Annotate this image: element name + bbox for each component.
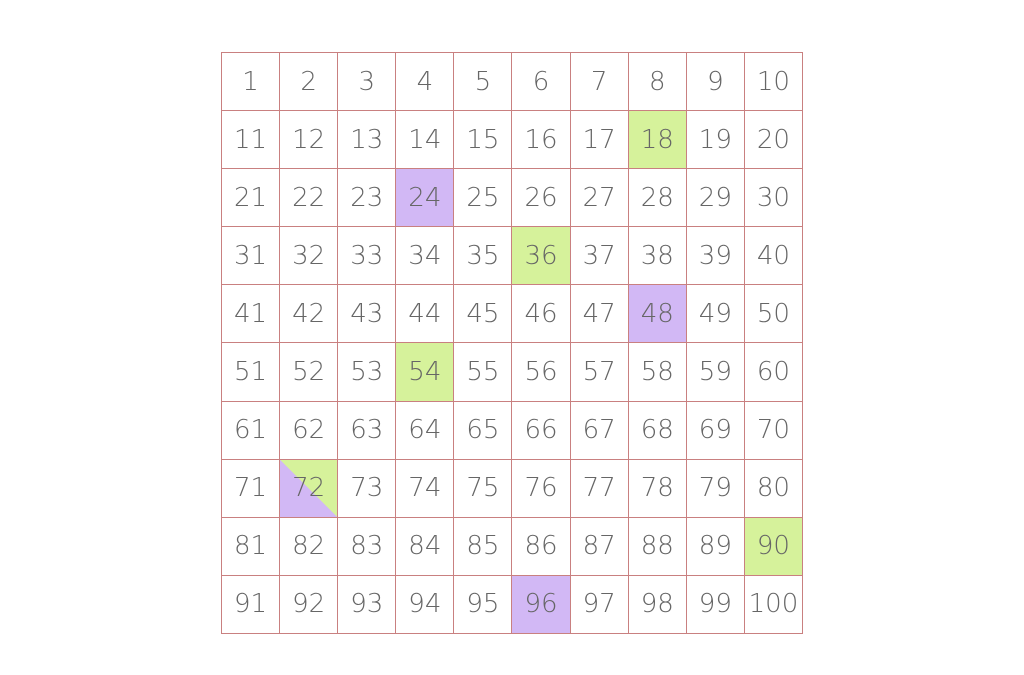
number-cell-97 bbox=[571, 576, 629, 634]
number-label: 82 bbox=[292, 531, 326, 562]
number-label: 68 bbox=[640, 415, 674, 446]
number-cell-10 bbox=[745, 53, 803, 111]
number-label: 25 bbox=[466, 182, 500, 213]
number-label: 72 bbox=[292, 473, 326, 504]
number-cell-58 bbox=[629, 343, 687, 401]
number-label: 26 bbox=[524, 182, 558, 213]
number-cell-28 bbox=[629, 169, 687, 227]
number-label: 84 bbox=[408, 531, 442, 562]
number-cell-73 bbox=[338, 460, 396, 518]
number-cell-12 bbox=[280, 111, 338, 169]
number-cell-95 bbox=[454, 576, 512, 634]
number-label: 1 bbox=[242, 66, 259, 97]
number-cell-34 bbox=[396, 227, 454, 285]
number-label: 9 bbox=[707, 66, 724, 97]
number-label: 100 bbox=[748, 589, 799, 620]
number-cell-82 bbox=[280, 518, 338, 576]
number-cell-35 bbox=[454, 227, 512, 285]
number-label: 66 bbox=[524, 415, 558, 446]
number-cell-51 bbox=[222, 343, 280, 401]
number-label: 55 bbox=[466, 357, 500, 388]
number-cell-49 bbox=[687, 285, 745, 343]
number-label: 11 bbox=[234, 124, 268, 155]
number-label: 95 bbox=[466, 589, 500, 620]
number-label: 51 bbox=[234, 357, 268, 388]
number-cell-23 bbox=[338, 169, 396, 227]
number-cell-69 bbox=[687, 402, 745, 460]
number-cell-94 bbox=[396, 576, 454, 634]
number-label: 71 bbox=[234, 473, 268, 504]
number-label: 42 bbox=[292, 298, 326, 329]
number-label: 91 bbox=[234, 589, 268, 620]
number-label: 7 bbox=[590, 66, 608, 97]
number-label: 53 bbox=[350, 357, 384, 388]
number-cell-39 bbox=[687, 227, 745, 285]
number-label: 18 bbox=[640, 124, 674, 155]
number-label: 78 bbox=[640, 473, 674, 504]
number-label: 35 bbox=[466, 240, 500, 271]
number-label: 73 bbox=[350, 473, 384, 504]
number-label: 67 bbox=[582, 415, 616, 446]
number-cell-36 bbox=[512, 227, 570, 285]
number-cell-99 bbox=[687, 576, 745, 634]
number-cell-64 bbox=[396, 402, 454, 460]
number-label: 45 bbox=[466, 298, 500, 329]
number-label: 16 bbox=[524, 124, 558, 155]
number-cell-37 bbox=[571, 227, 629, 285]
number-cell-100 bbox=[745, 576, 803, 634]
number-cell-19 bbox=[687, 111, 745, 169]
number-label: 12 bbox=[292, 124, 326, 155]
number-label: 24 bbox=[408, 182, 442, 213]
number-cell-40 bbox=[745, 227, 803, 285]
number-cell-17 bbox=[571, 111, 629, 169]
number-cell-91 bbox=[222, 576, 280, 634]
number-cell-6 bbox=[512, 53, 570, 111]
number-cell-14 bbox=[396, 111, 454, 169]
number-cell-9 bbox=[687, 53, 745, 111]
number-label: 19 bbox=[698, 124, 732, 155]
number-label: 76 bbox=[524, 473, 558, 504]
number-label: 80 bbox=[756, 473, 790, 504]
number-cell-15 bbox=[454, 111, 512, 169]
number-label: 57 bbox=[582, 357, 616, 388]
number-cell-5 bbox=[454, 53, 512, 111]
number-cell-96 bbox=[512, 576, 570, 634]
number-label: 62 bbox=[292, 415, 326, 446]
number-cell-86 bbox=[512, 518, 570, 576]
number-cell-24 bbox=[396, 169, 454, 227]
number-label: 89 bbox=[698, 531, 732, 562]
number-cell-71 bbox=[222, 460, 280, 518]
number-cell-25 bbox=[454, 169, 512, 227]
number-label: 64 bbox=[408, 415, 442, 446]
number-cell-27 bbox=[571, 169, 629, 227]
number-cell-13 bbox=[338, 111, 396, 169]
number-cell-67 bbox=[571, 402, 629, 460]
number-cell-55 bbox=[454, 343, 512, 401]
number-label: 61 bbox=[234, 415, 268, 446]
number-label: 97 bbox=[582, 589, 616, 620]
number-label: 81 bbox=[234, 531, 268, 562]
number-cell-43 bbox=[338, 285, 396, 343]
number-label: 74 bbox=[408, 473, 442, 504]
number-cell-2 bbox=[280, 53, 338, 111]
number-label: 86 bbox=[524, 531, 558, 562]
number-cell-21 bbox=[222, 169, 280, 227]
number-cell-44 bbox=[396, 285, 454, 343]
number-label: 20 bbox=[756, 124, 790, 155]
hundred-chart-grid bbox=[221, 52, 803, 634]
number-label: 63 bbox=[350, 415, 384, 446]
number-label: 23 bbox=[350, 182, 384, 213]
number-cell-85 bbox=[454, 518, 512, 576]
number-cell-61 bbox=[222, 402, 280, 460]
number-label: 8 bbox=[648, 66, 666, 97]
number-cell-20 bbox=[745, 111, 803, 169]
number-cell-16 bbox=[512, 111, 570, 169]
number-cell-1 bbox=[222, 53, 280, 111]
number-label: 47 bbox=[582, 298, 616, 329]
number-cell-45 bbox=[454, 285, 512, 343]
number-cell-7 bbox=[571, 53, 629, 111]
number-label: 44 bbox=[408, 298, 442, 329]
number-cell-75 bbox=[454, 460, 512, 518]
number-label: 36 bbox=[524, 240, 558, 271]
number-cell-32 bbox=[280, 227, 338, 285]
number-label: 49 bbox=[698, 298, 732, 329]
number-cell-29 bbox=[687, 169, 745, 227]
number-label: 94 bbox=[408, 589, 442, 620]
number-label: 13 bbox=[350, 124, 384, 155]
number-cell-53 bbox=[338, 343, 396, 401]
number-label: 31 bbox=[234, 240, 268, 271]
number-cell-93 bbox=[338, 576, 396, 634]
number-label: 4 bbox=[416, 66, 434, 97]
number-label: 21 bbox=[234, 182, 268, 213]
number-label: 83 bbox=[350, 531, 384, 562]
number-label: 88 bbox=[640, 531, 674, 562]
number-cell-83 bbox=[338, 518, 396, 576]
number-label: 37 bbox=[582, 240, 616, 271]
number-cell-8 bbox=[629, 53, 687, 111]
number-label: 52 bbox=[292, 357, 326, 388]
number-cell-88 bbox=[629, 518, 687, 576]
number-cell-78 bbox=[629, 460, 687, 518]
number-cell-72 bbox=[280, 460, 338, 518]
number-label: 65 bbox=[466, 415, 500, 446]
number-label: 28 bbox=[640, 182, 674, 213]
number-cell-38 bbox=[629, 227, 687, 285]
number-label: 92 bbox=[292, 589, 326, 620]
number-label: 41 bbox=[234, 298, 268, 329]
number-label: 50 bbox=[756, 298, 790, 329]
number-label: 10 bbox=[756, 66, 790, 97]
number-label: 75 bbox=[466, 473, 500, 504]
number-label: 87 bbox=[582, 531, 616, 562]
number-cell-56 bbox=[512, 343, 570, 401]
number-cell-84 bbox=[396, 518, 454, 576]
number-label: 32 bbox=[292, 240, 326, 271]
number-cell-92 bbox=[280, 576, 338, 634]
number-label: 69 bbox=[698, 415, 732, 446]
number-label: 22 bbox=[292, 182, 326, 213]
number-cell-4 bbox=[396, 53, 454, 111]
number-cell-31 bbox=[222, 227, 280, 285]
number-cell-57 bbox=[571, 343, 629, 401]
number-cell-70 bbox=[745, 402, 803, 460]
number-cell-50 bbox=[745, 285, 803, 343]
number-label: 79 bbox=[698, 473, 732, 504]
number-label: 70 bbox=[756, 415, 790, 446]
number-label: 6 bbox=[532, 66, 550, 97]
number-cell-76 bbox=[512, 460, 570, 518]
number-cell-65 bbox=[454, 402, 512, 460]
number-label: 54 bbox=[408, 357, 442, 388]
number-cell-68 bbox=[629, 402, 687, 460]
number-cell-30 bbox=[745, 169, 803, 227]
number-label: 77 bbox=[582, 473, 616, 504]
number-label: 17 bbox=[582, 124, 616, 155]
number-cell-42 bbox=[280, 285, 338, 343]
number-cell-87 bbox=[571, 518, 629, 576]
number-cell-26 bbox=[512, 169, 570, 227]
number-label: 48 bbox=[640, 298, 674, 329]
number-cell-66 bbox=[512, 402, 570, 460]
number-cell-90 bbox=[745, 518, 803, 576]
number-cell-77 bbox=[571, 460, 629, 518]
number-label: 29 bbox=[698, 182, 732, 213]
number-label: 3 bbox=[358, 66, 376, 97]
number-label: 30 bbox=[756, 182, 790, 213]
number-cell-98 bbox=[629, 576, 687, 634]
number-cell-79 bbox=[687, 460, 745, 518]
number-cell-59 bbox=[687, 343, 745, 401]
number-cell-60 bbox=[745, 343, 803, 401]
number-label: 58 bbox=[640, 357, 674, 388]
number-label: 5 bbox=[474, 66, 492, 97]
number-cell-62 bbox=[280, 402, 338, 460]
number-cell-18 bbox=[629, 111, 687, 169]
number-label: 27 bbox=[582, 182, 616, 213]
number-label: 85 bbox=[466, 531, 500, 562]
number-label: 39 bbox=[698, 240, 732, 271]
number-label: 60 bbox=[756, 357, 790, 388]
number-cell-47 bbox=[571, 285, 629, 343]
number-cell-80 bbox=[745, 460, 803, 518]
number-label: 38 bbox=[640, 240, 674, 271]
number-label: 46 bbox=[524, 298, 558, 329]
number-cell-52 bbox=[280, 343, 338, 401]
number-label: 96 bbox=[524, 589, 558, 620]
number-cell-22 bbox=[280, 169, 338, 227]
number-cell-89 bbox=[687, 518, 745, 576]
number-label: 2 bbox=[300, 66, 317, 97]
number-label: 40 bbox=[756, 240, 790, 271]
number-cell-3 bbox=[338, 53, 396, 111]
number-label: 33 bbox=[350, 240, 384, 271]
number-cell-41 bbox=[222, 285, 280, 343]
number-cell-63 bbox=[338, 402, 396, 460]
number-label: 15 bbox=[466, 124, 500, 155]
number-cell-54 bbox=[396, 343, 454, 401]
number-label: 14 bbox=[408, 124, 442, 155]
number-label: 43 bbox=[350, 298, 384, 329]
number-label: 98 bbox=[640, 589, 674, 620]
number-label: 99 bbox=[698, 589, 732, 620]
number-cell-48 bbox=[629, 285, 687, 343]
number-label: 93 bbox=[350, 589, 384, 620]
number-label: 59 bbox=[698, 357, 732, 388]
number-cell-33 bbox=[338, 227, 396, 285]
number-cell-11 bbox=[222, 111, 280, 169]
number-cell-74 bbox=[396, 460, 454, 518]
number-label: 34 bbox=[408, 240, 442, 271]
number-label: 90 bbox=[756, 531, 790, 562]
number-cell-46 bbox=[512, 285, 570, 343]
number-cell-81 bbox=[222, 518, 280, 576]
number-label: 56 bbox=[524, 357, 558, 388]
